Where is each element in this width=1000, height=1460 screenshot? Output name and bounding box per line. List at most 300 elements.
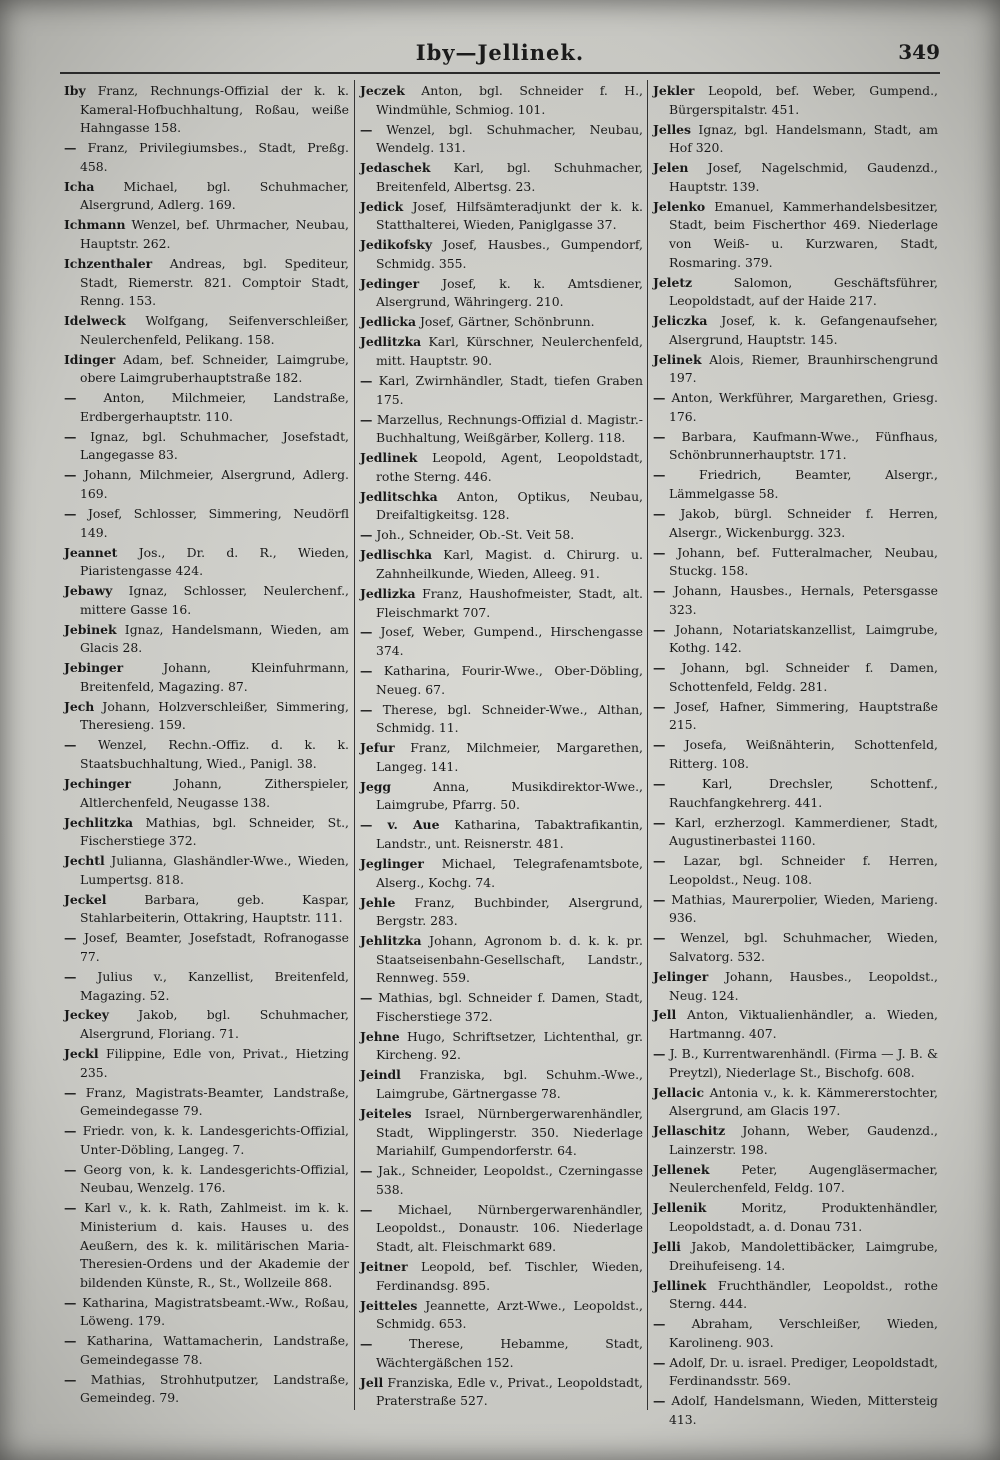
- entry-details: Andreas, bgl. Spediteur, Stadt, Riemerstr. 821. Comptoir Stadt, Renng. 153.: [80, 255, 349, 309]
- entry-surname: —: [653, 891, 666, 907]
- entry-details: Franz, Buchbinder, Alsergrund, Bergstr. 283.: [376, 894, 643, 929]
- directory-entry: [64, 736, 349, 773]
- directory-entry: [360, 894, 643, 931]
- entry-details: Karl, erzherzogl. Kammerdiener, Stadt, Augustinerbastei 1160.: [669, 814, 938, 849]
- entry-details: Josef, Nagelschmid, Gaudenzd., Hauptstr. 139.: [669, 160, 938, 194]
- entry-details: Michael, bgl. Schuhmacher, Alsergrund, Adlerg. 169.: [80, 178, 349, 213]
- directory-entry: [64, 255, 349, 311]
- entry-details: Anton, Werkführer, Margarethen, Griesg. 176.: [669, 390, 938, 424]
- entry-surname: Jell: [653, 1007, 677, 1023]
- entry-surname: Jellaschitz: [653, 1123, 726, 1139]
- entry-details: Ignaz, Handelsmann, Wieden, am Glacis 28.: [80, 621, 349, 656]
- directory-entry: [360, 411, 643, 448]
- directory-entry: [64, 582, 349, 619]
- entry-details: Friedr. von, k. k. Landesgerichts-Offizial, Unter-Döbling, Langeg. 7.: [80, 1123, 349, 1157]
- entry-surname: —: [653, 853, 666, 869]
- directory-entry: [64, 852, 349, 889]
- directory-entry: [360, 662, 643, 699]
- entry-details: Wenzel, bgl. Schuhmacher, Wieden, Salvatorg. 532.: [669, 930, 938, 964]
- entry-surname: —: [653, 660, 666, 676]
- entry-details: Salomon, Geschäftsführer, Leopoldstadt, auf der Haide 217.: [669, 274, 938, 309]
- entry-surname: Jehlitzka: [360, 933, 422, 949]
- entry-details: Katharina, Wattamacherin, Landstraße, Gemeindegasse 78.: [80, 1333, 349, 1367]
- directory-entry: [360, 989, 643, 1026]
- entry-details: Joh., Schneider, Ob.-St. Veit 58.: [376, 527, 575, 543]
- directory-entry: [64, 544, 349, 581]
- entry-details: Barbara, geb. Kaspar, Stahlarbeiterin, Ottakring, Hauptstr. 111.: [80, 891, 349, 926]
- entry-surname: Jell: [360, 1374, 384, 1390]
- directory-entry: [64, 139, 349, 176]
- directory-entry: [64, 1084, 349, 1121]
- entry-surname: —: [653, 544, 666, 560]
- directory-entry: [360, 585, 643, 622]
- directory-entry: [653, 968, 938, 1005]
- entry-surname: Jeliczka: [653, 313, 708, 329]
- entry-details: Michael, Nürnbergerwarenhändler, Leopoldst., Donaustr. 106. Niederlage Stadt, alt. Fleischmarkt 689.: [376, 1201, 643, 1254]
- directory-entry: [360, 855, 643, 892]
- directory-entry: [360, 1162, 643, 1199]
- entry-surname: Iby: [64, 83, 86, 98]
- entry-surname: —: [64, 1200, 77, 1216]
- directory-entry: [653, 389, 938, 426]
- entry-details: Emanuel, Kammerhandelsbesitzer, Stadt, beim Fischerthor 469. Niederlage von Weiß- u. Kurzwaren, Stadt, Rosmaring. 379.: [669, 198, 938, 270]
- entry-surname: —: [653, 698, 666, 714]
- entry-details: Leopold, Agent, Leopoldstadt, rothe Sterng. 446.: [376, 450, 643, 484]
- entry-surname: —: [360, 1336, 373, 1352]
- directory-entry: [360, 1258, 643, 1295]
- column-1: [64, 82, 349, 1412]
- entry-surname: —: [653, 814, 666, 830]
- directory-entry: [360, 275, 643, 312]
- entry-surname: Icha: [64, 178, 95, 194]
- entry-surname: Jehne: [360, 1028, 400, 1044]
- directory-entry: [64, 929, 349, 966]
- entry-details: Johann, Milchmeier, Alsergrund, Adlerg. 169.: [80, 467, 349, 501]
- entry-details: Jakob, bürgl. Schneider f. Herren, Alsergr., Wickenburgg. 323.: [669, 505, 938, 540]
- entry-surname: —: [64, 390, 77, 406]
- entry-surname: —: [653, 505, 666, 521]
- entry-details: Filippine, Edle von, Privat., Hietzing 235.: [80, 1046, 349, 1080]
- entry-surname: Jellenek: [653, 1161, 710, 1177]
- entry-details: Wenzel, bgl. Schuhmacher, Neubau, Wendelg. 131.: [376, 121, 643, 156]
- entry-surname: —: [360, 121, 373, 137]
- entry-details: Franz, Milchmeier, Margarethen, Langeg. 141.: [376, 740, 643, 774]
- directory-entry: [64, 505, 349, 542]
- entry-surname: —: [360, 990, 373, 1006]
- entry-details: Karl, Magist. d. Chirurg. u. Zahnheilkunde, Wieden, Alleeg. 91.: [376, 547, 643, 581]
- entry-details: Franz, Rechnungs-Offizial der k. k. Kameral-Hofbuchhaltung, Roßau, weiße Hahngasse 158.: [80, 83, 349, 136]
- directory-entry: [360, 623, 643, 660]
- entry-surname: Ichmann: [64, 217, 126, 233]
- entry-surname: —: [360, 411, 373, 427]
- entry-details: Hugo, Schriftsetzer, Lichtenthal, gr. Kircheng. 92.: [376, 1028, 643, 1063]
- entry-surname: —: [64, 467, 77, 483]
- entry-details: Fruchthändler, Leopoldst., rothe Sterng. 444.: [669, 1277, 938, 1312]
- entry-details: Franz, Privilegiumsbes., Stadt, Preßg. 458.: [80, 140, 349, 174]
- directory-entry: [653, 1084, 938, 1121]
- entry-details: Katharina, Fourir-Wwe., Ober-Döbling, Neueg. 67.: [376, 663, 643, 697]
- entry-surname: Ichzenthaler: [64, 255, 153, 271]
- directory-entry: [64, 1045, 349, 1082]
- entry-details: Alois, Riemer, Braunhirschengrund 197.: [669, 351, 938, 386]
- entry-surname: Jelinger: [653, 968, 709, 984]
- directory-entry: [64, 82, 349, 138]
- directory-entry: [360, 333, 643, 370]
- entry-details: Jak., Schneider, Leopoldst., Czerningasse 538.: [376, 1163, 643, 1197]
- entry-details: Katharina, Magistratsbeamt.-Ww., Roßau, Löweng. 179.: [80, 1294, 349, 1329]
- entry-surname: —: [360, 663, 373, 679]
- entry-surname: Idinger: [64, 351, 116, 367]
- entry-surname: Jedinger: [360, 275, 420, 291]
- entry-details: Johann, bef. Futteralmacher, Neubau, Stuckg. 158.: [669, 544, 938, 579]
- entry-surname: Jekler: [653, 83, 695, 98]
- entry-surname: —: [653, 390, 666, 406]
- directory-entry: [653, 466, 938, 503]
- entry-details: Ignaz, bgl. Schuhmacher, Josefstadt, Langegasse 83.: [80, 428, 349, 463]
- entry-surname: Jeiteles: [360, 1106, 412, 1122]
- directory-entry: [64, 389, 349, 426]
- directory-entry: [360, 198, 643, 235]
- entry-details: Johann, Kleinfuhrmann, Breitenfeld, Magazing. 87.: [80, 660, 349, 694]
- entry-details: Josef, Weber, Gumpend., Hirschengasse 374.: [376, 624, 643, 659]
- entry-surname: Jeannet: [64, 544, 118, 560]
- directory-entry: [360, 372, 643, 409]
- directory-entry: [653, 891, 938, 928]
- directory-entry: [64, 814, 349, 851]
- entry-details: Josef, Hilfsämteradjunkt der k. k. Statthalterei, Wieden, Paniglgasse 37.: [376, 198, 643, 233]
- entry-details: Josefa, Weißnähterin, Schottenfeld, Ritterg. 108.: [669, 737, 938, 772]
- entry-details: Karl, Drechsler, Schottenf., Rauchfangkehrerg. 441.: [669, 776, 938, 810]
- directory-entry: [653, 428, 938, 465]
- entry-details: Anton, bgl. Schneider f. H., Windmühle, Schmiog. 101.: [376, 83, 643, 117]
- directory-entry: [653, 1045, 938, 1082]
- entry-surname: Jehle: [360, 894, 396, 910]
- directory-entry: [653, 1277, 938, 1314]
- directory-entry: [64, 698, 349, 735]
- entry-details: Jeannette, Arzt-Wwe., Leopoldst., Schmidg. 653.: [376, 1297, 643, 1332]
- entry-surname: Jelenko: [653, 198, 706, 214]
- entry-surname: Jellenik: [653, 1200, 707, 1216]
- directory-entry: [653, 582, 938, 619]
- directory-entry: [653, 775, 938, 812]
- entry-details: Jakob, bgl. Schuhmacher, Alsergrund, Floriang. 71.: [80, 1007, 349, 1042]
- entry-details: Mathias, bgl. Schneider, St., Fischerstiege 372.: [80, 814, 349, 849]
- column-3: [653, 82, 938, 1427]
- entry-details: Antonia v., k. k. Kämmererstochter, Alsergrund, am Glacis 197.: [669, 1084, 938, 1119]
- directory-entry: [360, 701, 643, 738]
- entry-surname: —: [653, 428, 666, 444]
- header-rule: [60, 72, 940, 74]
- entry-surname: Jeckl: [64, 1046, 99, 1062]
- directory-entry: [653, 505, 938, 542]
- entry-details: Barbara, Kaufmann-Wwe., Fünfhaus, Schönbrunnerhauptstr. 171.: [669, 428, 938, 463]
- entry-surname: Jedick: [360, 198, 404, 214]
- directory-entry: [64, 775, 349, 812]
- entry-surname: —: [360, 373, 373, 389]
- entry-details: Wenzel, bef. Uhrmacher, Neubau, Hauptstr. 262.: [80, 217, 349, 251]
- entry-details: Karl, Zwirnhändler, Stadt, tiefen Graben 175.: [376, 373, 643, 407]
- entry-surname: —: [64, 505, 77, 521]
- entry-details: Georg von, k. k. Landesgerichts-Offizial, Neubau, Wenzelg. 176.: [80, 1161, 349, 1196]
- entry-surname: —: [653, 776, 666, 792]
- entry-details: Johann, bgl. Schneider f. Damen, Schottenfeld, Feldg. 281.: [669, 660, 938, 694]
- entry-surname: —: [653, 737, 666, 753]
- entry-details: Wenzel, Rechn.-Offiz. d. k. k. Staatsbuchhaltung, Wied., Panigl. 38.: [80, 737, 349, 772]
- directory-entry: [653, 852, 938, 889]
- directory-entry: [653, 1199, 938, 1236]
- entry-surname: Jebinek: [64, 621, 117, 637]
- directory-entry: [653, 1354, 938, 1391]
- entry-details: Josef, Gärtner, Schönbrunn.: [419, 314, 595, 330]
- entry-surname: Jedlitzka: [360, 334, 422, 350]
- directory-entry: [653, 198, 938, 272]
- entry-details: Franz, Magistrats-Beamter, Landstraße, Gemeindegasse 79.: [80, 1084, 349, 1119]
- page-header: [60, 40, 940, 74]
- entry-details: Anton, Viktualienhändler, a. Wieden, Hartmanng. 407.: [669, 1007, 938, 1042]
- entry-details: Karl v., k. k. Rath, Zahlmeist. im k. k. Ministerium d. kais. Hauses u. des Aeußern, des k. k. militärischen Maria-Theresien-Ordens und der Akademie der bildenden Künste, R., St., Wollzeile 868.: [80, 1200, 349, 1290]
- entry-surname: Jeglinger: [360, 855, 424, 871]
- entry-details: Ignaz, bgl. Handelsmann, Stadt, am Hof 320.: [669, 121, 938, 156]
- entry-surname: —: [360, 1163, 373, 1179]
- directory-entry: [64, 1199, 349, 1292]
- directory-entry: [64, 312, 349, 349]
- directory-entry: [64, 1122, 349, 1159]
- entry-surname: —: [653, 1393, 666, 1409]
- directory-entry: [360, 546, 643, 583]
- entry-surname: Jechinger: [64, 776, 132, 792]
- directory-entry: [64, 968, 349, 1005]
- entry-surname: Idelweck: [64, 313, 126, 329]
- entry-details: Johann, Hausbes., Leopoldst., Neug. 124.: [669, 968, 938, 1003]
- entry-surname: —: [64, 930, 77, 946]
- entry-details: Adolf, Dr. u. israel. Prediger, Leopoldstadt, Ferdinandsstr. 569.: [669, 1354, 938, 1389]
- entry-details: Josef, k. k. Amtsdiener, Alsergrund, Währingerg. 210.: [376, 275, 643, 310]
- directory-entry: [653, 159, 938, 196]
- entry-surname: Jechtl: [64, 853, 105, 869]
- directory-entry: [360, 739, 643, 776]
- page-number: 349: [898, 40, 940, 64]
- entry-details: Franziska, Edle v., Privat., Leopoldstadt, Praterstraße 527.: [376, 1374, 643, 1409]
- entry-surname: —: [64, 140, 77, 156]
- directory-entry: [64, 659, 349, 696]
- entry-details: Franziska, bgl. Schuhm.-Wwe., Laimgrube, Gärtnergasse 78.: [376, 1067, 643, 1102]
- entry-details: Anton, Milchmeier, Landstraße, Erdbergerhauptstr. 110.: [80, 390, 349, 424]
- entry-surname: —: [653, 1046, 666, 1062]
- directory-entry: [360, 1066, 643, 1103]
- directory-entry: [64, 1332, 349, 1369]
- entry-details: Johann, Holzverschleißer, Simmering, Theresieng. 159.: [80, 698, 349, 733]
- directory-entry: [653, 1392, 938, 1429]
- entry-details: Katharina, Tabaktrafikantin, Landstr., unt. Reisnerstr. 481.: [376, 817, 643, 851]
- entry-details: Mathias, bgl. Schneider f. Damen, Stadt, Fischerstiege 372.: [376, 990, 643, 1024]
- entry-details: Jos., Dr. d. R., Wieden, Piaristengasse 424.: [80, 544, 349, 579]
- entry-surname: Jeitteles: [360, 1297, 418, 1313]
- entry-surname: Jeindl: [360, 1067, 401, 1083]
- entry-details: Johann, Notariatskanzellist, Laimgrube, Kothg. 142.: [669, 621, 938, 656]
- directory-entry: [64, 428, 349, 465]
- directory-entry: [653, 121, 938, 158]
- entry-details: Adam, bef. Schneider, Laimgrube, obere Laimgruberhauptstraße 182.: [80, 351, 349, 386]
- entry-surname: —: [64, 1333, 77, 1349]
- directory-entry: [360, 121, 643, 158]
- entry-details: Mathias, Maurerpolier, Wieden, Marieng. 936.: [669, 891, 938, 926]
- entry-details: J. B., Kurrentwarenhändl. (Firma — J. B. & Preytzl), Niederlage St., Bischofg. 608.: [669, 1046, 938, 1080]
- directory-entry: [360, 236, 643, 273]
- directory-entry: [360, 1335, 643, 1372]
- entry-details: Josef, Hafner, Simmering, Hauptstraße 215.: [669, 698, 938, 733]
- entry-details: Leopold, bef. Tischler, Wieden, Ferdinandsg. 895.: [376, 1258, 643, 1293]
- entry-surname: Jellinek: [653, 1277, 707, 1293]
- entry-surname: —: [653, 1354, 666, 1370]
- page-title: Iby—Jellinek.: [415, 40, 585, 65]
- directory-entry: [360, 1201, 643, 1257]
- entry-surname: — v. Aue: [360, 817, 440, 833]
- entry-surname: Jefur: [360, 740, 395, 756]
- entry-surname: Jelles: [653, 121, 692, 137]
- entry-details: Karl, bgl. Schuhmacher, Breitenfeld, Albertsg. 23.: [376, 160, 643, 194]
- entry-surname: Jelli: [653, 1238, 681, 1254]
- entry-details: Therese, Hebamme, Stadt, Wächtergäßchen 152.: [376, 1336, 643, 1370]
- directory-entry: [653, 659, 938, 696]
- directory-entry: [653, 1161, 938, 1198]
- entry-surname: Jedlischka: [360, 547, 432, 563]
- entry-details: Josef, Beamter, Josefstadt, Rofranogasse 77.: [80, 930, 349, 964]
- entry-details: Friedrich, Beamter, Alsergr., Lämmelgasse 58.: [669, 467, 938, 501]
- entry-details: Johann, Zitherspieler, Altlerchenfeld, Neugasse 138.: [80, 776, 349, 810]
- directory-entry: [360, 159, 643, 196]
- directory-entry: [64, 621, 349, 658]
- entry-details: Abraham, Verschleißer, Wieden, Karolineng. 903.: [669, 1316, 938, 1350]
- directory-entry: [653, 1006, 938, 1043]
- entry-surname: Jeczek: [360, 83, 405, 98]
- directory-entry: [653, 312, 938, 349]
- directory-entry: [360, 449, 643, 486]
- entry-surname: —: [653, 583, 666, 599]
- directory-entry: [360, 82, 643, 119]
- entry-surname: Jedlinek: [360, 450, 418, 466]
- entry-details: Julius v., Kanzellist, Breitenfeld, Magazing. 52.: [80, 968, 349, 1003]
- entry-details: Moritz, Produktenhändler, Leopoldstadt, a. d. Donau 731.: [669, 1200, 938, 1234]
- entry-details: Mathias, Strohhutputzer, Landstraße, Gemeindeg. 79.: [80, 1371, 349, 1406]
- column-2: [360, 82, 643, 1412]
- entry-surname: Jelen: [653, 160, 689, 176]
- entry-details: Israel, Nürnbergerwarenhändler, Stadt, Wipplingerstr. 350. Niederlage Mariahilf, Gumpendorferstr. 64.: [376, 1106, 643, 1159]
- entry-surname: —: [64, 1123, 77, 1139]
- entry-surname: Jech: [64, 698, 95, 714]
- directory-entry: [360, 1297, 643, 1334]
- directory-entry: [653, 274, 938, 311]
- directory-entry: [360, 778, 643, 815]
- entry-details: Anton, Optikus, Neubau, Dreifaltigkeitsg. 128.: [376, 488, 643, 523]
- directory-entry: [653, 1122, 938, 1159]
- entry-surname: Jeitner: [360, 1258, 408, 1274]
- directory-entry: [653, 351, 938, 388]
- directory-entry: [64, 351, 349, 388]
- entry-details: Michael, Telegrafenamtsbote, Alserg., Kochg. 74.: [376, 855, 643, 890]
- entry-details: Leopold, bef. Weber, Gumpend., Bürgerspitalstr. 451.: [669, 83, 938, 117]
- directory-entry: [64, 1294, 349, 1331]
- entry-details: Karl, Kürschner, Neulerchenfeld, mitt. Hauptstr. 90.: [376, 334, 643, 369]
- directory-entry: [360, 313, 643, 332]
- directory-entry: [64, 178, 349, 215]
- entry-details: Johann, Agronom b. d. k. k. pr. Staatseisenbahn-Gesellschaft, Landstr., Rennweg. 559.: [376, 933, 643, 986]
- entry-surname: —: [64, 1084, 77, 1100]
- column-divider: [354, 80, 355, 1410]
- directory-entry: [360, 488, 643, 525]
- directory-entry: [360, 1105, 643, 1161]
- entry-surname: —: [360, 1201, 373, 1217]
- entry-details: Therese, bgl. Schneider-Wwe., Althan, Schmidg. 11.: [376, 701, 643, 736]
- entry-details: Anna, Musikdirektor-Wwe., Laimgrube, Pfarrg. 50.: [376, 778, 643, 813]
- entry-details: Johann, Weber, Gaudenzd., Lainzerstr. 198.: [669, 1123, 938, 1157]
- directory-entry: [653, 929, 938, 966]
- directory-entry: [653, 82, 938, 119]
- entry-surname: —: [653, 930, 666, 946]
- column-divider: [647, 80, 648, 1410]
- entry-surname: Jeckey: [64, 1007, 109, 1023]
- directory-entry: [360, 816, 643, 853]
- directory-entry: [64, 891, 349, 928]
- directory-entry: [653, 621, 938, 658]
- entry-surname: —: [64, 1161, 77, 1177]
- entry-surname: Jeletz: [653, 274, 693, 290]
- entry-surname: —: [360, 527, 373, 543]
- directory-entry: [64, 1371, 349, 1408]
- entry-surname: Jelinek: [653, 351, 702, 367]
- entry-surname: —: [653, 621, 666, 637]
- entry-surname: Jellacic: [653, 1084, 704, 1100]
- entry-details: Wolfgang, Seifenverschleißer, Neulerchenfeld, Pelikang. 158.: [80, 313, 349, 347]
- entry-details: Julianna, Glashändler-Wwe., Wieden, Lumpertsg. 818.: [80, 853, 349, 887]
- entry-details: Josef, Schlosser, Simmering, Neudörfl 149.: [80, 505, 349, 540]
- entry-surname: —: [64, 737, 77, 753]
- directory-entry: [360, 1374, 643, 1411]
- directory-entry: [64, 1006, 349, 1043]
- entry-surname: Jebinger: [64, 660, 124, 676]
- directory-entry: [360, 526, 643, 545]
- entry-surname: —: [64, 1294, 77, 1310]
- directory-entry: [360, 932, 643, 988]
- entry-surname: —: [360, 701, 373, 717]
- entry-details: Jakob, Mandolettibäcker, Laimgrube, Dreihufeiseng. 14.: [669, 1238, 938, 1273]
- directory-entry: [653, 736, 938, 773]
- entry-surname: Jedlicka: [360, 314, 416, 330]
- directory-entry: [653, 544, 938, 581]
- directory-entry: [360, 1028, 643, 1065]
- directory-entry: [653, 1238, 938, 1275]
- entry-details: Johann, Hausbes., Hernals, Petersgasse 323.: [669, 583, 938, 617]
- entry-surname: Jebawy: [64, 583, 113, 599]
- directory-entry: [64, 1161, 349, 1198]
- entry-surname: —: [64, 1371, 77, 1387]
- entry-surname: Jedikofsky: [360, 237, 433, 253]
- entry-details: Ignaz, Schlosser, Neulerchenf., mittere Gasse 16.: [80, 583, 349, 617]
- entry-details: Franz, Haushofmeister, Stadt, alt. Fleischmarkt 707.: [376, 585, 643, 620]
- entry-surname: —: [64, 428, 77, 444]
- entry-surname: Jedaschek: [360, 160, 431, 176]
- entry-surname: —: [360, 624, 373, 640]
- entry-surname: Jechlitzka: [64, 814, 134, 830]
- entry-surname: Jegg: [360, 778, 392, 794]
- directory-entry: [653, 814, 938, 851]
- directory-entry: [653, 698, 938, 735]
- directory-entry: [653, 1315, 938, 1352]
- entry-surname: Jeckel: [64, 891, 107, 907]
- entry-details: Josef, Hausbes., Gumpendorf, Schmidg. 355.: [376, 237, 643, 271]
- entry-details: Lazar, bgl. Schneider f. Herren, Leopoldst., Neug. 108.: [669, 853, 938, 887]
- entry-surname: Jedlizka: [360, 585, 416, 601]
- entry-details: Peter, Augengläsermacher, Neulerchenfeld, Feldg. 107.: [669, 1161, 938, 1196]
